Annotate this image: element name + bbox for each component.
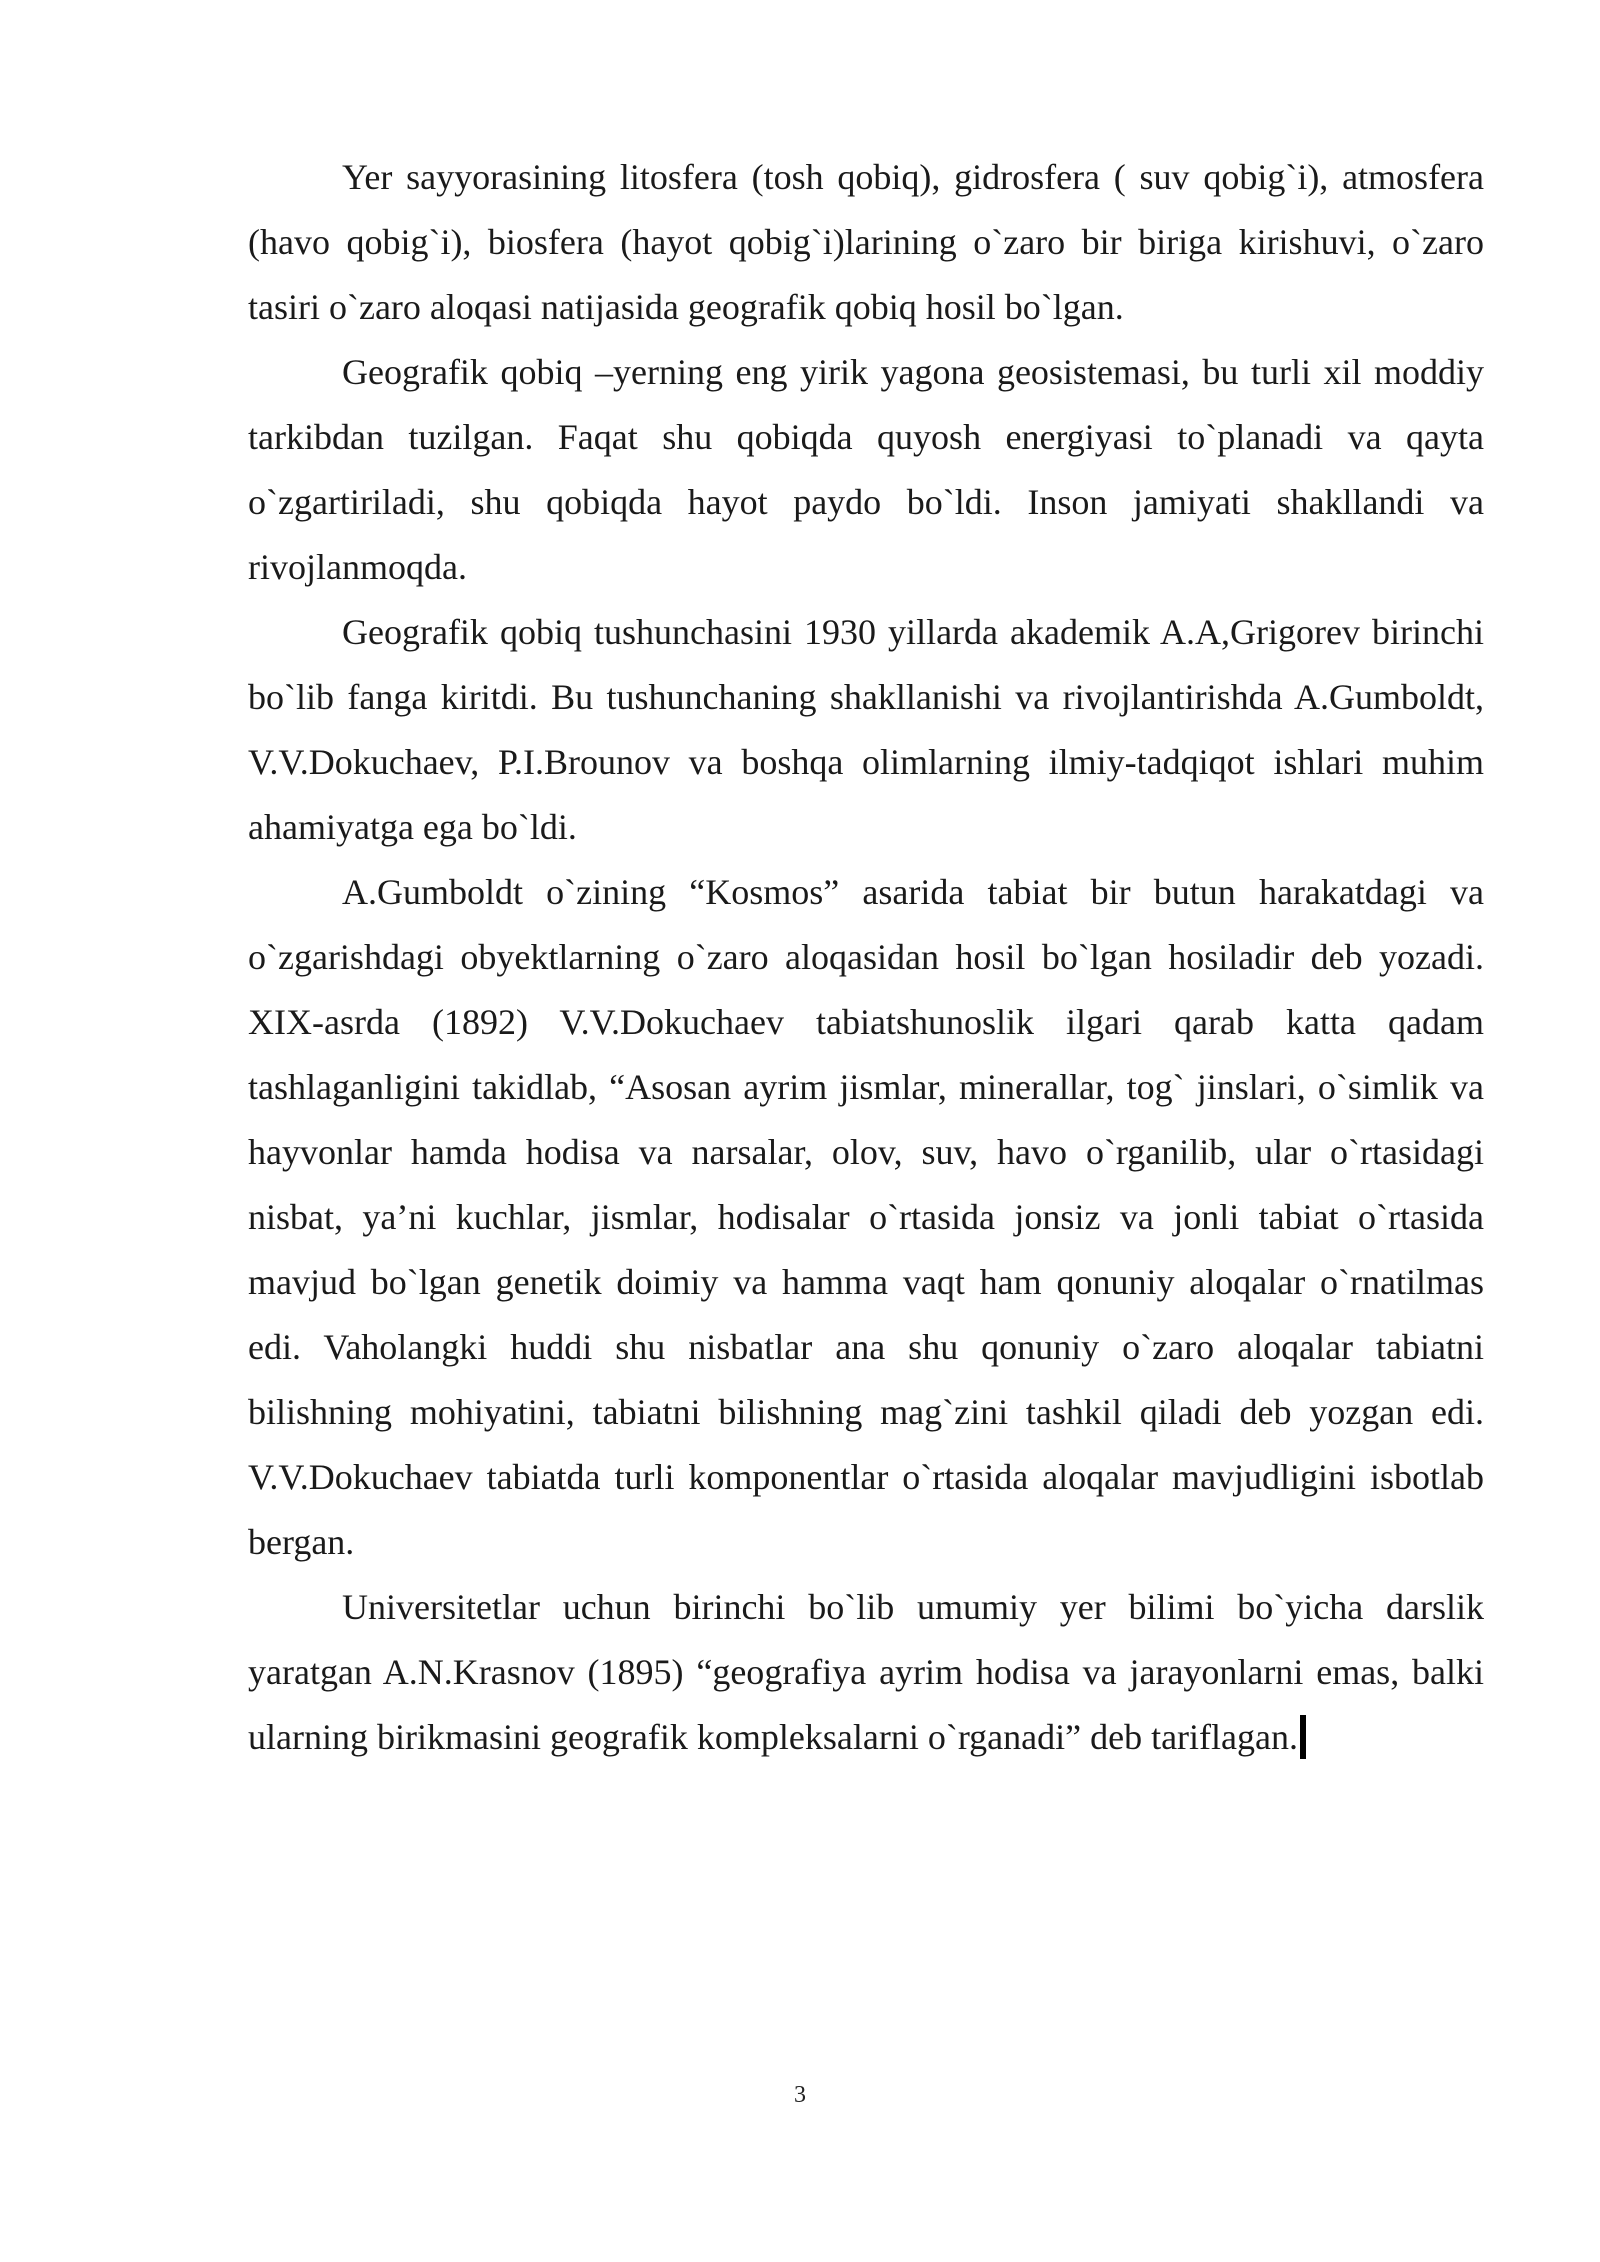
- text-cursor: [1300, 1715, 1306, 1759]
- paragraph-1: Yer sayyorasining litosfera (tosh qobiq), gidrosfera ( suv qobig`i), atmosfera (havo qobig`i), biosfera (hayot qobig`i)larining o`zaro bir biriga kirishuvi, o`zaro tasiri o`zaro aloqasi natijasida geografik qobiq hosil bo`lgan.: [248, 157, 1484, 327]
- paragraph-2: Geografik qobiq –yerning eng yirik yagona geosistemasi, bu turli xil moddiy tarkibdan tuzilgan. Faqat shu qobiqda quyosh energiyasi to`planadi va qayta o`zgartiriladi, shu qobiqda hayot paydo bo`ldi. Inson jamiyati shakllandi va rivojlanmoqda.: [248, 352, 1484, 587]
- page-number: 3: [794, 2082, 806, 2108]
- paragraph-5-text: Universitetlar uchun birinchi bo`lib umumiy yer bilimi bo`yicha darslik yaratgan A.N.Krasnov (1895) “geografiya ayrim hodisa va jarayonlarni emas, balki ularning birikmasini geografik kompleksalarni o`rganadi” deb tariflagan.: [248, 1587, 1484, 1757]
- paragraph-4: A.Gumboldt o`zining “Kosmos” asarida tabiat bir butun harakatdagi va o`zgarishdagi obyektlarning o`zaro aloqasidan hosil bo`lgan hosiladir deb yozadi. XIX-asrda (1892) V.V.Dokuchaev tabiatshunoslik ilgari qarab katta qadam tashlaganligini takidlab, “Asosan ayrim jismlar, minerallar, tog` jinslari, o`simlik va hayvonlar hamda hodisa va narsalar, olov, suv, havo o`rganilib, ular o`rtasidagi nisbat, ya’ni kuchlar, jismlar, hodisalar o`rtasida jonsiz va jonli tabiat o`rtasida mavjud bo`lgan genetik doimiy va hamma vaqt ham qonuniy aloqalar o`rnatilmas edi. Vaholangki huddi shu nisbatlar ana shu qonuniy o`zaro aloqalar tabiatni bilishning mohiyatini, tabiatni bilishning mag`zini tashkil qiladi deb yozgan edi. V.V.Dokuchaev tabiatda turli komponentlar o`rtasida aloqalar mavjudligini isbotlab bergan.: [248, 872, 1484, 1562]
- document-body: [248, 145, 1484, 1770]
- paragraph-3: Geografik qobiq tushunchasini 1930 yillarda akademik A.A,Grigorev birinchi bo`lib fanga kiritdi. Bu tushunchaning shakllanishi va rivojlantirishda A.Gumboldt, V.V.Dokuchaev, P.I.Brounov va boshqa olimlarning ilmiy-tadqiqot ishlari muhim ahamiyatga ega bo`ldi.: [248, 612, 1484, 847]
- paragraph-5: [248, 1575, 1484, 1770]
